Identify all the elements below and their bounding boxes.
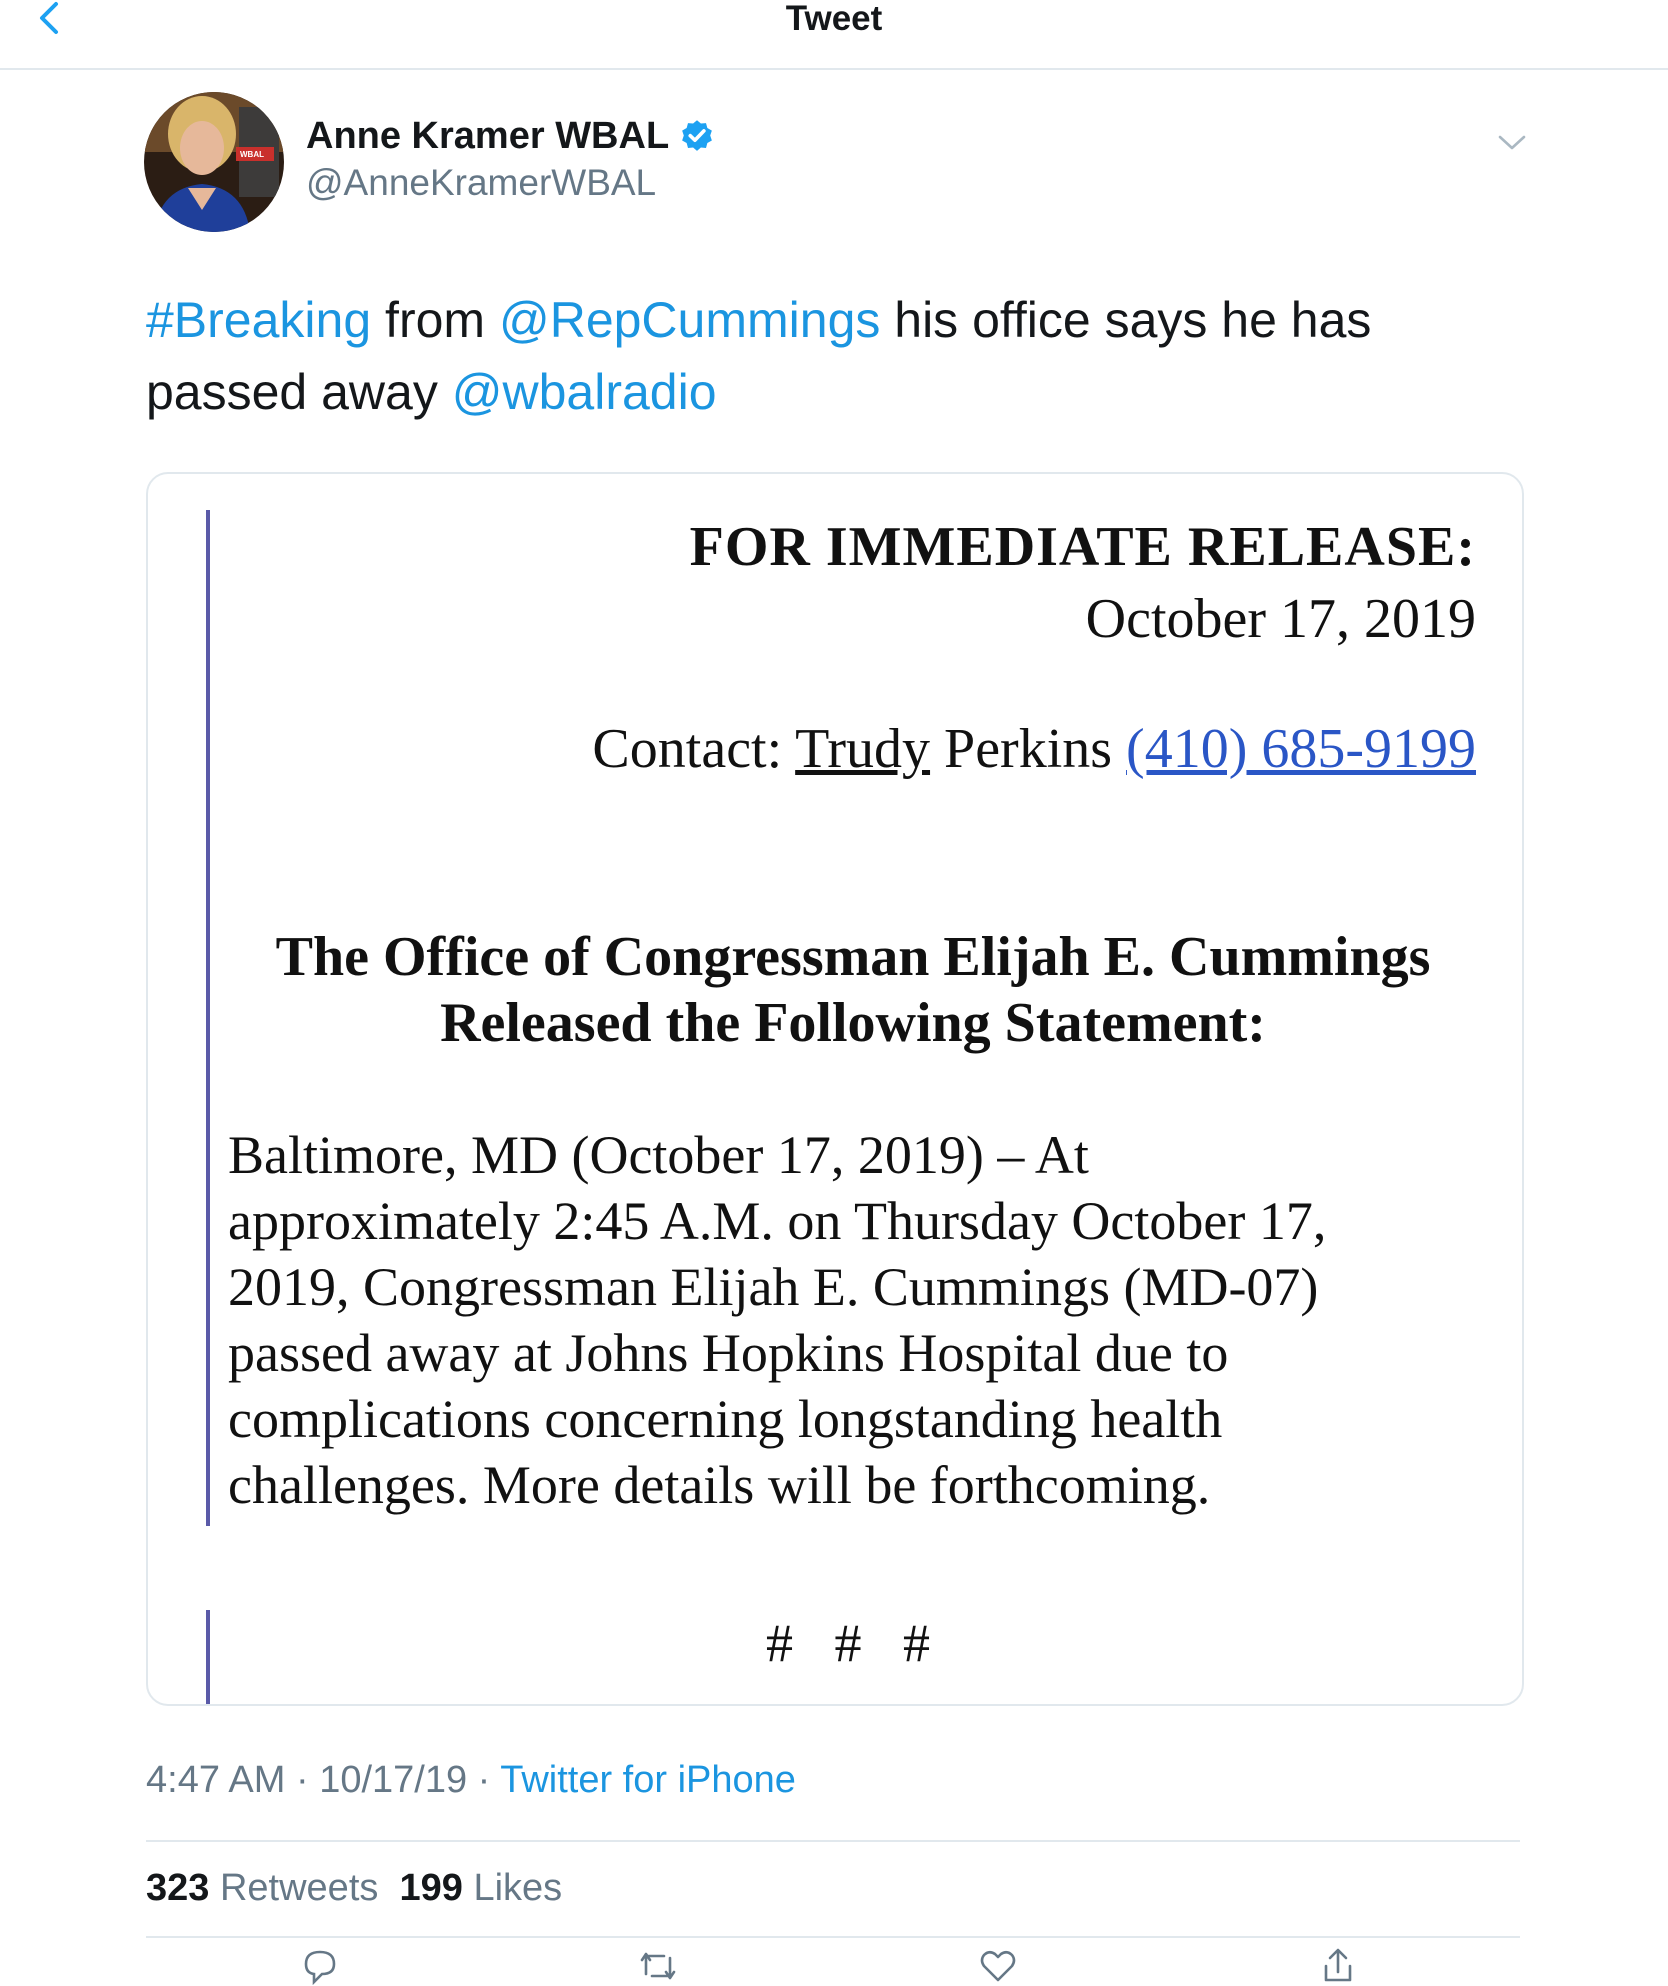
navigation-bar — [0, 0, 1668, 70]
release-end-mark: # # # — [766, 1613, 944, 1673]
body-line: challenges. More details will be forthcoming. — [228, 1455, 1211, 1515]
author-handle[interactable]: @AnneKramerWBAL — [306, 162, 657, 203]
divider — [146, 1840, 1520, 1842]
heading-line: Released the Following Statement: — [440, 992, 1266, 1054]
chevron-down-icon[interactable] — [1496, 126, 1528, 158]
heading-line: The Office of Congressman Elijah E. Cummings — [275, 926, 1431, 988]
retweets-stat[interactable] — [146, 1867, 378, 1909]
meta-separator: · — [285, 1759, 320, 1801]
author-display-name[interactable]: Anne Kramer WBAL — [306, 115, 670, 157]
meta-separator: · — [467, 1759, 501, 1801]
tweet-text-segment: from — [371, 292, 499, 348]
avatar[interactable] — [144, 92, 284, 232]
avatar-logo-text: WBAL — [240, 150, 264, 159]
divider — [146, 1936, 1520, 1938]
contact-phone: (410) 685-9199 — [1126, 718, 1476, 780]
page-title: Tweet — [785, 0, 883, 38]
mention-link[interactable]: @RepCummings — [498, 292, 881, 348]
likes-count: 199 — [399, 1867, 463, 1909]
contact-name-last: Perkins — [930, 718, 1127, 780]
like-icon[interactable] — [978, 1946, 1018, 1986]
release-body — [228, 1122, 1498, 1518]
tweet-date: 10/17/19 — [319, 1759, 468, 1801]
retweet-icon[interactable] — [638, 1946, 678, 1986]
release-date: October 17, 2019 — [1085, 588, 1476, 650]
tweet-meta — [146, 1756, 796, 1804]
tweet-time: 4:47 AM — [146, 1759, 286, 1801]
reply-icon[interactable] — [300, 1946, 340, 1986]
contact-label: Contact: — [592, 718, 796, 780]
tweet-text — [146, 284, 1536, 428]
tweet-text-segment: his office says he has passed away — [146, 292, 1372, 420]
contact-name-first: Trudy — [795, 718, 931, 780]
release-heading — [208, 924, 1498, 1056]
mention-link[interactable]: @wbalradio — [451, 364, 717, 420]
body-line: 2019, Congressman Elijah E. Cummings (MD-07) — [228, 1257, 1319, 1317]
verified-badge-icon — [679, 118, 715, 154]
release-header: FOR IMMEDIATE RELEASE: — [689, 516, 1476, 578]
likes-label: Likes — [473, 1867, 563, 1909]
body-line: passed away at Johns Hopkins Hospital due to — [228, 1323, 1229, 1383]
author-name-row — [306, 112, 715, 160]
body-line: approximately 2:45 A.M. on Thursday October 17, — [228, 1191, 1327, 1251]
release-contact — [592, 714, 1476, 784]
likes-stat[interactable] — [400, 1867, 563, 1909]
tweet-source-link[interactable]: Twitter for iPhone — [500, 1759, 796, 1801]
tweet-media-image[interactable] — [146, 472, 1524, 1706]
tweet-stats — [146, 1864, 562, 1912]
body-line: complications concerning longstanding health — [228, 1389, 1223, 1449]
body-line: Baltimore, MD (October 17, 2019) – At — [228, 1125, 1089, 1185]
retweets-count: 323 — [146, 1867, 210, 1909]
hashtag-link[interactable]: #Breaking — [146, 292, 372, 348]
press-release-document — [148, 474, 1522, 1704]
share-icon[interactable] — [1318, 1946, 1358, 1986]
retweets-label: Retweets — [219, 1867, 379, 1909]
